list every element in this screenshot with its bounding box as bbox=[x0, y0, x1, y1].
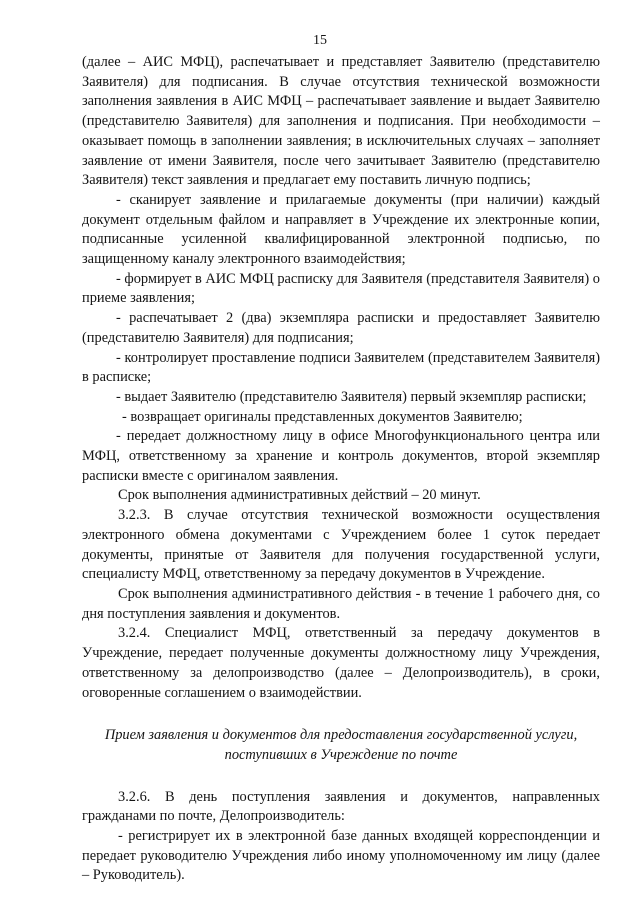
list-item: - контролирует проставление подписи Заявителем (представителем Заявителя) в расписке; bbox=[82, 349, 600, 386]
list-item: - регистрирует их в электронной базе данных входящей корреспонденции и передает руководителю Учреждения либо иному уполномоченному им лицу (далее – Руководитель). bbox=[82, 828, 600, 884]
list-item: - выдает Заявителю (представителю Заявителя) первый экземпляр расписки; bbox=[116, 388, 587, 405]
section-heading: Прием заявления и документов для предоставления государственной услуги, поступивших в Учреждение по почте bbox=[104, 727, 578, 763]
paragraph: (далее – АИС МФЦ), распечатывает и представляет Заявителю (представителю Заявителя) для подписания. В случае отсутствия технической возможности заполнения заявления в АИС МФЦ – распечатывает заявление и выдает Заявителю (представителю Заявителя) для заполнения и подписания. При необходимости – оказывает помощь в заполнении заявления; в исключительных случаях – заполняет заявление от имени Заявителя, после чего зачитывает Заявителю (представителю Заявителя) текст заявления и предлагает ему поставить личную подпись; bbox=[82, 54, 600, 189]
document-body bbox=[82, 53, 600, 886]
list-item: - распечатывает 2 (два) экземпляра расписки и предоставляет Заявителю (представителю Заявителя) для подписания; bbox=[82, 310, 600, 346]
list-item: - сканирует заявление и прилагаемые документы (при наличии) каждый документ отдельным файлом и направляет в Учреждение их электронные копии, подписанные усиленной квалифицированной электронной подписью, по защищенному каналу электронного взаимодействия; bbox=[82, 191, 600, 268]
paragraph: Срок выполнения административных действий – 20 минут. bbox=[118, 487, 481, 504]
list-item: - возвращает оригиналы представленных документов Заявителю; bbox=[122, 408, 523, 425]
list-item: - формирует в АИС МФЦ расписку для Заявителя (представителя Заявителя) о приеме заявления; bbox=[82, 270, 600, 307]
paragraph: 3.2.3. В случае отсутствия технической возможности осуществления электронного обмена документами с Учреждением более 1 суток передает документы, принятые от Заявителя для получения государственной услуги, специалисту МФЦ, ответственному за передачу документов в Учреждение. bbox=[82, 507, 600, 583]
list-item: - передает должностному лицу в офисе Многофункционального центра или МФЦ, ответственному за хранение и контроль документов, второй экземпляр расписки вместе с оригиналом заявления. bbox=[82, 428, 600, 484]
paragraph: 3.2.4. Специалист МФЦ, ответственный за передачу документов в Учреждение, передает полученные документы должностному лицу Учреждения, ответственному за делопроизводство (далее – Делопроизводитель), в сроки, оговоренные соглашением о взаимодействии. bbox=[82, 625, 600, 701]
paragraph: 3.2.6. В день поступления заявления и документов, направленных гражданами по почте, Делопроизводитель: bbox=[82, 788, 600, 825]
paragraph: Срок выполнения административного действия - в течение 1 рабочего дня, со дня поступления заявления и документов. bbox=[82, 585, 600, 622]
page-number: 15 bbox=[313, 33, 327, 48]
